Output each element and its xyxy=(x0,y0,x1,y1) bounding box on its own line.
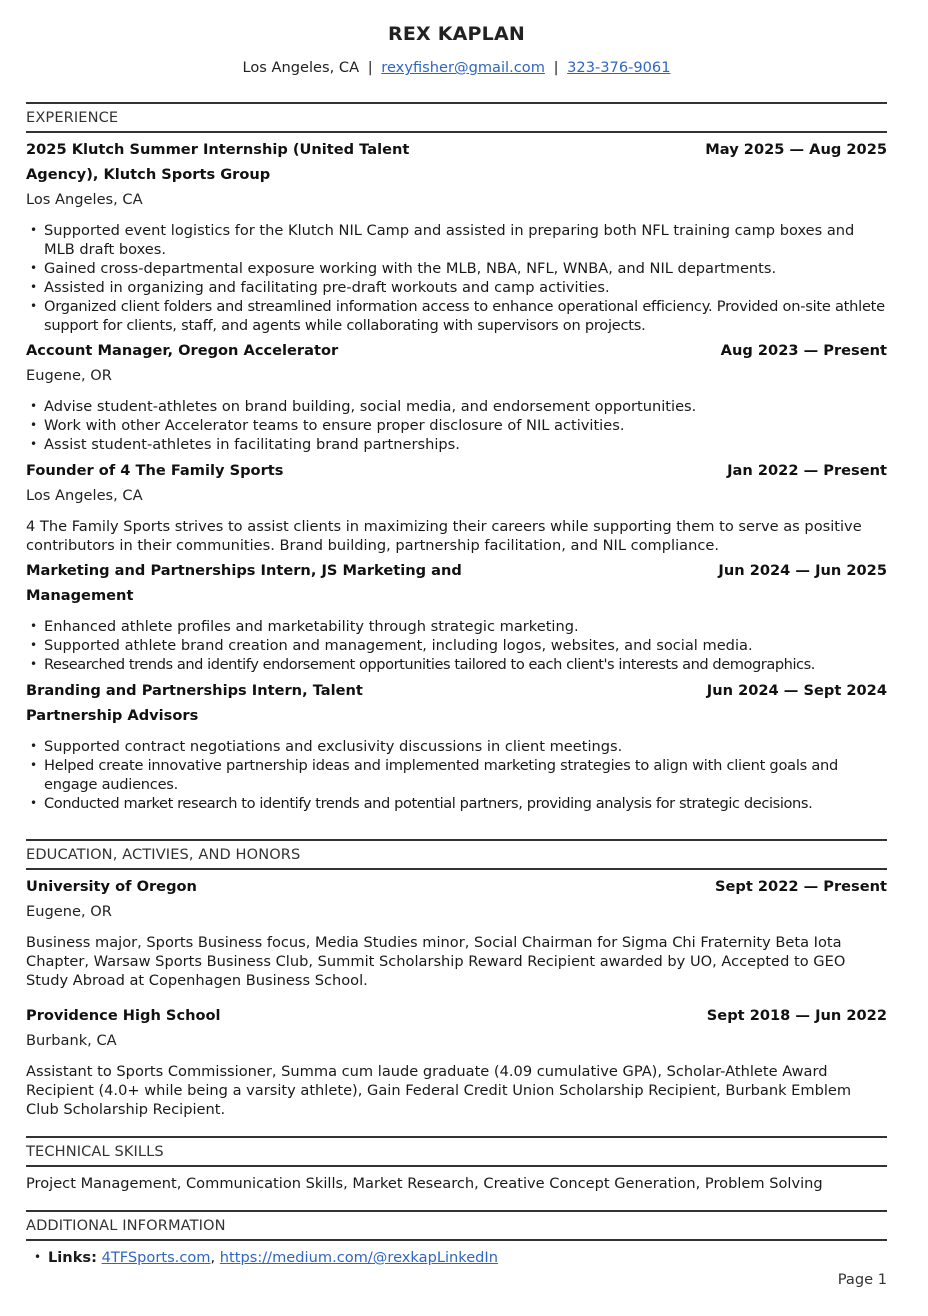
bullet-icon: • xyxy=(30,261,38,275)
bullet-item xyxy=(26,435,887,454)
bullet-icon: • xyxy=(30,739,38,753)
bullet-item xyxy=(26,259,887,278)
job-entry xyxy=(26,558,887,674)
link-separator: , xyxy=(210,1249,216,1266)
bullet-icon: • xyxy=(30,657,37,671)
job-dates: May 2025 — Aug 2025 xyxy=(705,141,887,158)
job-entry xyxy=(26,338,887,454)
school-location: Burbank, CA xyxy=(26,1032,117,1049)
bullet-icon: • xyxy=(30,796,37,810)
contact-separator: | xyxy=(553,59,559,76)
bullet-text: Advise student-athletes on brand building, social media, and endorsement opportunities. xyxy=(44,398,697,415)
skills-list: Project Management, Communication Skills, Market Research, Creative Concept Generation, Problem Solving xyxy=(26,1175,823,1192)
bullet-text: Work with other Accelerator teams to ensure proper disclosure of NIL activities. xyxy=(44,417,625,434)
bullet-item xyxy=(26,278,887,297)
section-heading-experience: EXPERIENCE xyxy=(26,102,887,133)
job-bullets xyxy=(26,737,887,813)
job-title-line: Partnership Advisors xyxy=(26,707,199,724)
links-item xyxy=(30,1248,887,1267)
additional-list xyxy=(26,1248,887,1267)
bullet-item xyxy=(26,617,887,636)
bullet-text: Organized client folders and streamlined information access to enhance operational efficiency. Provided on-site athlete support for clients, staff, and agents while collaborating with supervisors on projects. xyxy=(44,298,885,334)
bullet-text: Assist student-athletes in facilitating brand partnerships. xyxy=(44,436,460,453)
bullet-item xyxy=(26,636,887,655)
job-entry xyxy=(26,458,887,555)
bullet-icon: • xyxy=(34,1250,42,1264)
bullet-icon: • xyxy=(30,280,38,294)
bullet-icon: • xyxy=(30,437,38,451)
job-bullets xyxy=(26,397,887,454)
job-title: Account Manager, Oregon Accelerator xyxy=(26,342,339,359)
bullet-icon: • xyxy=(30,619,38,633)
bullet-icon: • xyxy=(30,418,38,432)
bullet-item xyxy=(26,416,887,435)
bullet-text: Helped create innovative partnership ideas and implemented marketing strategies to align with client goals and engage audiences. xyxy=(44,757,839,793)
school-description: Assistant to Sports Commissioner, Summa cum laude graduate (4.09 cumulative GPA), Scholar-Athlete Award Recipient (4.0+ while being a varsity athlete), Gain Federal Credit Union Scholarship Recipient, Burbank Emblem Club Scholarship Recipient. xyxy=(26,1063,852,1118)
contact-separator: | xyxy=(367,59,373,76)
bullet-item xyxy=(26,397,887,416)
bullet-text: Gained cross-departmental exposure working with the MLB, NBA, NFL, WNBA, and NIL departments. xyxy=(44,260,777,277)
job-dates: Jun 2024 — Sept 2024 xyxy=(706,682,887,699)
bullet-item xyxy=(26,297,887,335)
job-location: Los Angeles, CA xyxy=(26,191,143,208)
education-entry xyxy=(26,874,887,990)
job-bullets xyxy=(26,617,887,674)
bullet-item xyxy=(26,655,887,674)
school-dates: Sept 2018 — Jun 2022 xyxy=(706,1007,887,1024)
medium-link[interactable]: https://medium.com/@rexkapLinkedIn xyxy=(219,1249,498,1266)
job-title-line: Marketing and Partnerships Intern, JS Marketing and xyxy=(26,562,462,579)
job-title-line: 2025 Klutch Summer Internship (United Talent xyxy=(26,141,410,158)
bullet-text: Conducted market research to identify trends and potential partners, providing analysis for strategic decisions. xyxy=(44,795,813,812)
school-name: Providence High School xyxy=(26,1007,221,1024)
job-dates: Jun 2024 — Jun 2025 xyxy=(718,562,887,579)
section-heading-education: EDUCATION, ACTIVIES, AND HONORS xyxy=(26,839,887,870)
job-dates: Jan 2022 — Present xyxy=(727,462,887,479)
job-location: Los Angeles, CA xyxy=(26,487,143,504)
phone-link[interactable]: 323-376-9061 xyxy=(567,59,671,76)
school-dates: Sept 2022 — Present xyxy=(714,878,887,895)
bullet-icon: • xyxy=(30,758,37,772)
bullet-text: Supported athlete brand creation and management, including logos, websites, and social media. xyxy=(44,637,753,654)
job-dates: Aug 2023 — Present xyxy=(720,342,887,359)
bullet-text: Supported event logistics for the Klutch NIL Camp and assisted in preparing both NFL training camp boxes and MLB draft boxes. xyxy=(44,222,855,258)
job-entry xyxy=(26,678,887,813)
job-title-line: Management xyxy=(26,587,134,604)
section-heading-skills: TECHNICAL SKILLS xyxy=(26,1136,887,1167)
bullet-text: Enhanced athlete profiles and marketability through strategic marketing. xyxy=(44,618,579,635)
school-location: Eugene, OR xyxy=(26,903,112,920)
links-label: Links: xyxy=(48,1249,97,1266)
section-heading-additional: ADDITIONAL INFORMATION xyxy=(26,1210,887,1241)
bullet-item xyxy=(26,221,887,259)
bullet-item xyxy=(26,756,887,794)
bullet-item xyxy=(26,794,887,813)
bullet-icon: • xyxy=(30,299,37,313)
bullet-text: Supported contract negotiations and exclusivity discussions in client meetings. xyxy=(44,738,623,755)
education-entry xyxy=(26,1003,887,1119)
job-title: Founder of 4 The Family Sports xyxy=(26,462,284,479)
email-link[interactable]: rexyfisher@gmail.com xyxy=(381,59,545,76)
job-title-line: Agency), Klutch Sports Group xyxy=(26,166,271,183)
candidate-name: REX KAPLAN xyxy=(388,23,525,45)
job-description: 4 The Family Sports strives to assist clients in maximizing their careers while supporting them to serve as positive contributors in their communities. Brand building, partnership facilitation, and NIL compliance. xyxy=(26,518,862,554)
bullet-icon: • xyxy=(30,638,38,652)
job-entry xyxy=(26,137,887,335)
bullet-icon: • xyxy=(30,399,38,413)
job-location: Eugene, OR xyxy=(26,367,112,384)
school-description: Business major, Sports Business focus, Media Studies minor, Social Chairman for Sigma Chi Fraternity Beta Iota Chapter, Warsaw Sports Business Club, Summit Scholarship Reward Recipient awarded by UO, Accepted to GEO Study Abroad at Copenhagen Business School. xyxy=(26,934,846,989)
bullet-icon: • xyxy=(30,223,38,237)
job-title-line: Branding and Partnerships Intern, Talent xyxy=(26,682,363,699)
website-link[interactable]: 4TFSports.com xyxy=(101,1249,211,1266)
contact-location: Los Angeles, CA xyxy=(242,59,360,76)
page-number: Page 1 xyxy=(837,1271,887,1288)
school-name: University of Oregon xyxy=(26,878,197,895)
job-bullets xyxy=(26,221,887,335)
bullet-text: Assisted in organizing and facilitating pre-draft workouts and camp activities. xyxy=(44,279,610,296)
bullet-text: Researched trends and identify endorsement opportunities tailored to each client's interests and demographics. xyxy=(44,656,815,673)
bullet-item xyxy=(26,737,887,756)
contact-line xyxy=(26,59,887,76)
